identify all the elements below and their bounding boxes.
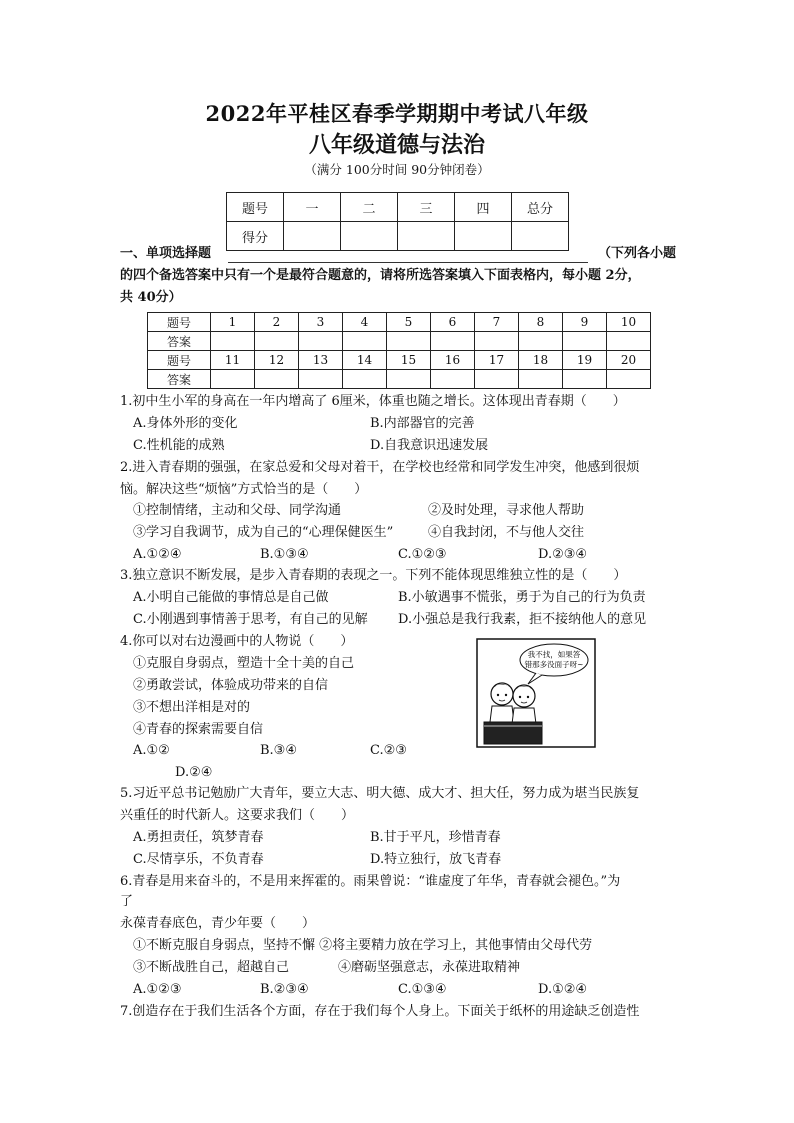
score-cell bbox=[398, 222, 455, 251]
comic-speech-line2: 错那多没面子呀~ bbox=[524, 660, 584, 669]
answer-cell bbox=[519, 370, 563, 389]
score-cell bbox=[341, 222, 398, 251]
label-cell: 题号 bbox=[148, 313, 211, 332]
q4-item-2: ②勇敢尝试，体验成功带来的自信 bbox=[133, 678, 329, 693]
q4-option-d: D.②④ bbox=[175, 765, 213, 780]
answer-cell bbox=[387, 332, 431, 351]
q6-option-d: D.①②④ bbox=[538, 982, 588, 997]
answer-row bbox=[148, 332, 651, 351]
num-cell: 12 bbox=[255, 351, 299, 370]
score-header-cell: 三 bbox=[398, 193, 455, 222]
num-cell: 10 bbox=[607, 313, 651, 332]
answer-cell bbox=[607, 332, 651, 351]
num-cell: 6 bbox=[431, 313, 475, 332]
answer-row bbox=[148, 370, 651, 389]
num-cell: 11 bbox=[211, 351, 255, 370]
q2-item-2: ②及时处理，寻求他人帮助 bbox=[428, 503, 585, 518]
num-cell: 2 bbox=[255, 313, 299, 332]
q6-item-4: ④磨砺坚强意志，永葆进取精神 bbox=[338, 960, 521, 975]
score-header-cell: 一 bbox=[284, 193, 341, 222]
answer-cell bbox=[299, 370, 343, 389]
q2-option-d: D.②③④ bbox=[538, 547, 588, 562]
q2-stem: 2.进入青春期的强强，在家总爱和父母对着干，在学校也经常和同学发生冲突，他感到很烦 bbox=[120, 460, 640, 475]
q3-option-c: C.小刚遇到事情善于思考，有自己的见解 bbox=[133, 612, 368, 627]
q2-option-a: A.①②④ bbox=[133, 547, 182, 562]
q2-item-1: ①控制情绪，主动和父母、同学沟通 bbox=[133, 503, 342, 518]
q4-option-c: C.②③ bbox=[370, 743, 407, 758]
q4-item-1: ①克服自身弱点，塑造十全十美的自己 bbox=[133, 656, 355, 671]
q3-stem: 3.独立意识不断发展，是步入青春期的表现之一。下列不能体现思维独立性的是（ ） bbox=[120, 568, 627, 583]
score-header-cell: 二 bbox=[341, 193, 398, 222]
num-cell: 9 bbox=[563, 313, 607, 332]
score-cell bbox=[284, 222, 341, 251]
answer-cell bbox=[211, 332, 255, 351]
q1-option-a: A.身体外形的变化 bbox=[133, 416, 238, 431]
num-cell: 8 bbox=[519, 313, 563, 332]
q2-option-b: B.①③④ bbox=[260, 547, 309, 562]
exam-subtitle: 八年级道德与法治 bbox=[308, 132, 485, 158]
score-table-row bbox=[227, 222, 569, 251]
q2-item-4: ④自我封闭，不与他人交往 bbox=[428, 525, 585, 540]
answer-cell bbox=[431, 370, 475, 389]
section-instructions: 的四个备选答案中只有一个是最符合题意的，请将所选答案填入下面表格内，每小题 2分， bbox=[120, 268, 641, 283]
answer-cell bbox=[299, 332, 343, 351]
answer-cell bbox=[343, 332, 387, 351]
q4-option-a: A.①② bbox=[133, 743, 170, 758]
answer-cell bbox=[387, 370, 431, 389]
answer-cell bbox=[255, 332, 299, 351]
heading-underline bbox=[228, 262, 588, 263]
label-cell: 题号 bbox=[148, 351, 211, 370]
label-cell: 答案 bbox=[148, 332, 211, 351]
answer-cell bbox=[255, 370, 299, 389]
exam-note: （满分 100分时间 90分钟闭卷） bbox=[304, 162, 490, 177]
q5-option-d: D.特立独行，放飞青春 bbox=[370, 852, 502, 867]
answer-num-row bbox=[148, 351, 651, 370]
answer-cell bbox=[475, 332, 519, 351]
q2-option-c: C.①②③ bbox=[398, 547, 447, 562]
num-cell: 13 bbox=[299, 351, 343, 370]
num-cell: 14 bbox=[343, 351, 387, 370]
answer-cell bbox=[563, 370, 607, 389]
label-cell: 答案 bbox=[148, 370, 211, 389]
q4-item-4: ④青春的探索需要自信 bbox=[133, 722, 264, 737]
score-header-cell: 四 bbox=[455, 193, 512, 222]
q6-stem-cont2: 永葆青春底色，青少年要（ ） bbox=[120, 916, 316, 931]
q1-stem: 1.初中生小军的身高在一年内增高了 6厘米，体重也随之增长。这体现出青春期（ ） bbox=[120, 394, 626, 409]
num-cell: 7 bbox=[475, 313, 519, 332]
q4-option-b: B.③④ bbox=[260, 743, 297, 758]
answer-cell bbox=[563, 332, 607, 351]
section-heading-tail: （下列各小题 bbox=[598, 246, 677, 261]
num-cell: 20 bbox=[607, 351, 651, 370]
q6-item-3: ③不断战胜自己，超越自己 bbox=[133, 960, 290, 975]
score-table-row bbox=[227, 193, 569, 222]
q5-option-a: A.勇担责任，筑梦青春 bbox=[133, 830, 264, 845]
answer-num-row bbox=[148, 313, 651, 332]
answer-cell bbox=[475, 370, 519, 389]
score-cell bbox=[512, 222, 569, 251]
num-cell: 1 bbox=[211, 313, 255, 332]
comic-illustration bbox=[476, 638, 596, 748]
q1-option-b: B.内部器官的完善 bbox=[370, 416, 475, 431]
score-header-cell: 题号 bbox=[227, 193, 284, 222]
q6-items-1-2: ①不断克服自身弱点，坚持不懈 ②将主要精力放在学习上，其他事情由父母代劳 bbox=[133, 938, 593, 953]
comic-speech-line1: 我不找，如果答 bbox=[527, 650, 581, 659]
num-cell: 15 bbox=[387, 351, 431, 370]
q6-stem: 6.青春是用来奋斗的，不是用来挥霍的。雨果曾说：“谁虚度了年华，青春就会褪色。”为 bbox=[120, 874, 621, 889]
q7-stem: 7.创造存在于我们生活各个方面，存在于我们每个人身上。下面关于纸杯的用途缺乏创造性 bbox=[120, 1004, 640, 1019]
q1-option-d: D.自我意识迅速发展 bbox=[370, 438, 489, 453]
q6-option-c: C.①③④ bbox=[398, 982, 447, 997]
num-cell: 19 bbox=[563, 351, 607, 370]
q3-option-d: D.小强总是我行我素，拒不接纳他人的意见 bbox=[398, 612, 647, 627]
answer-cell bbox=[519, 332, 563, 351]
q5-stem: 5.习近平总书记勉励广大青年，要立大志、明大德、成大才、担大任，努力成为堪当民族复 bbox=[120, 786, 640, 801]
q5-option-b: B.甘于平凡，珍惜青春 bbox=[370, 830, 501, 845]
answer-cell bbox=[431, 332, 475, 351]
answer-cell bbox=[343, 370, 387, 389]
q5-stem-cont: 兴重任的时代新人。这要求我们（ ） bbox=[120, 808, 355, 823]
num-cell: 4 bbox=[343, 313, 387, 332]
score-cell bbox=[455, 222, 512, 251]
answer-cell bbox=[211, 370, 255, 389]
q4-stem: 4.你可以对右边漫画中的人物说（ ） bbox=[120, 634, 354, 649]
score-table bbox=[226, 192, 569, 251]
q4-item-3: ③不想出洋相是对的 bbox=[133, 700, 251, 715]
answer-cell bbox=[607, 370, 651, 389]
section-heading: 一、单项选择题 bbox=[120, 246, 212, 261]
num-cell: 18 bbox=[519, 351, 563, 370]
q2-item-3: ③学习自我调节，成为自己的“心理保健医生” bbox=[133, 525, 394, 540]
score-label-cell: 得分 bbox=[227, 222, 284, 251]
num-cell: 3 bbox=[299, 313, 343, 332]
q6-option-b: B.②③④ bbox=[260, 982, 309, 997]
q5-option-c: C.尽情享乐，不负青春 bbox=[133, 852, 264, 867]
num-cell: 17 bbox=[475, 351, 519, 370]
num-cell: 5 bbox=[387, 313, 431, 332]
q6-option-a: A.①②③ bbox=[133, 982, 182, 997]
q1-option-c: C.性机能的成熟 bbox=[133, 438, 225, 453]
answer-table bbox=[147, 312, 651, 389]
q3-option-a: A.小明自己能做的事情总是自己做 bbox=[133, 590, 329, 605]
score-header-cell: 总分 bbox=[512, 193, 569, 222]
q6-stem-cont: 了 bbox=[120, 894, 134, 909]
exam-title: 2022年平桂区春季学期期中考试八年级 bbox=[205, 101, 589, 126]
section-instructions-end: 共 40分） bbox=[120, 290, 182, 305]
q2-stem-cont: 恼。解决这些“烦恼”方式恰当的是（ ） bbox=[120, 482, 368, 497]
q3-option-b: B.小敏遇事不慌张，勇于为自己的行为负责 bbox=[398, 590, 646, 605]
num-cell: 16 bbox=[431, 351, 475, 370]
